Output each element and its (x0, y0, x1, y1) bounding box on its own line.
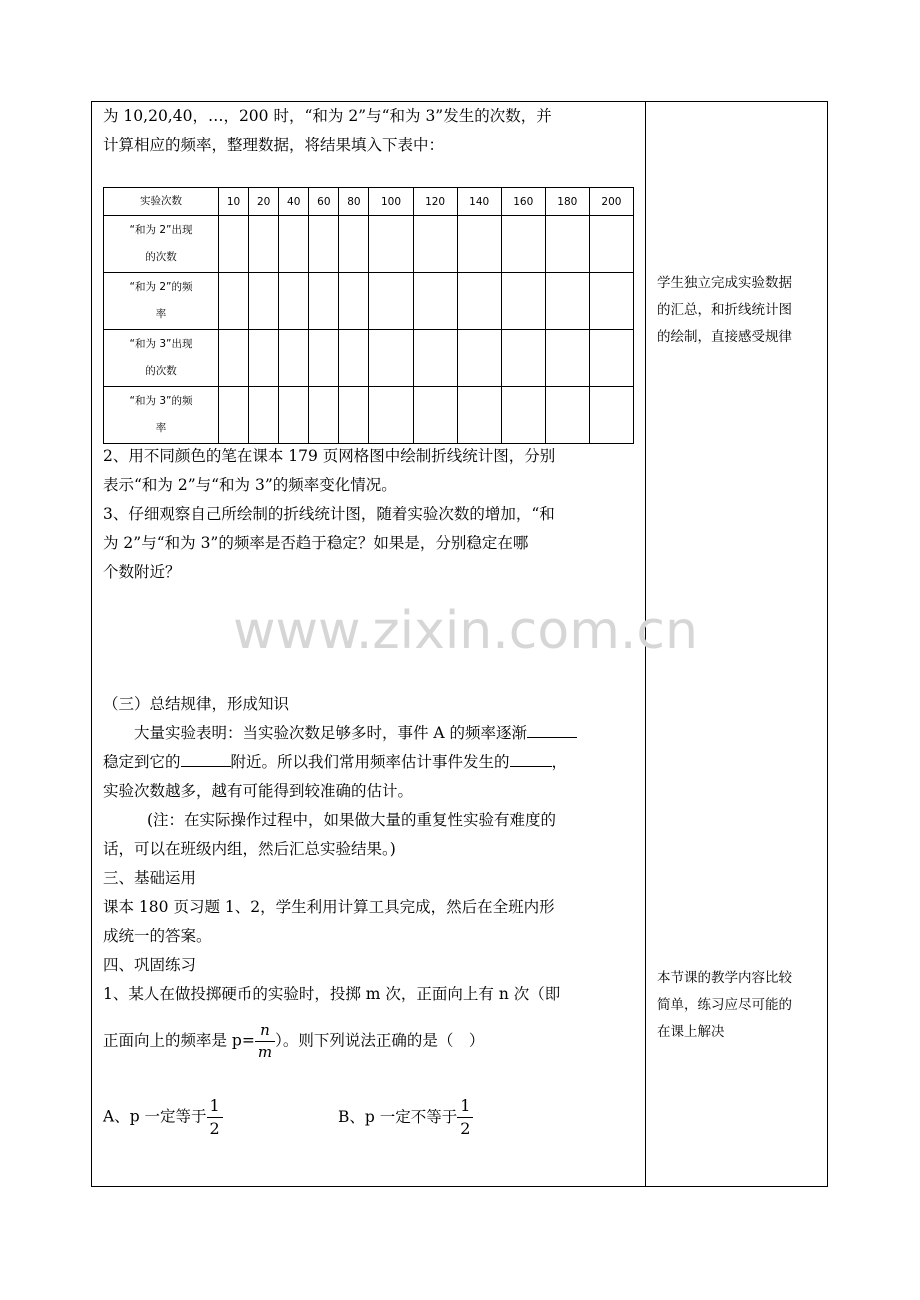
step2-line-1: 2、用不同颜色的笔在课本 179 页网格图中绘制折线统计图，分别 (103, 447, 556, 465)
table-cell[interactable] (369, 216, 413, 273)
table-cell[interactable] (501, 273, 545, 330)
table-cell[interactable] (219, 387, 249, 444)
option-b-denominator: 2 (460, 1119, 471, 1138)
table-cell[interactable] (219, 330, 249, 387)
table-cell[interactable] (413, 273, 457, 330)
table-header-cell: 40 (279, 188, 309, 216)
option-b-numerator: 1 (457, 1095, 473, 1118)
sidebar-note-line: 的汇总，和折线统计图 (657, 302, 792, 318)
table-cell[interactable] (309, 387, 339, 444)
section3-heading: 三、基础运用 (103, 869, 197, 887)
table-header-label: 实验次数 (104, 188, 219, 216)
answer-blank-1[interactable] (527, 719, 577, 738)
table-row-label (104, 216, 219, 273)
table-cell[interactable] (369, 330, 413, 387)
sidebar-note-line: 简单，练习应尽可能的 (657, 997, 792, 1013)
step3-line-2: 为 2”与“和为 3”的频率是否趋于稳定？如果是，分别稳定在哪 (103, 534, 529, 552)
table-cell[interactable] (369, 387, 413, 444)
table-row (104, 216, 634, 273)
summary-line-3: 实验次数越多，越有可能得到较准确的估计。 (103, 782, 414, 800)
step3-line-3: 个数附近？ (103, 563, 181, 581)
table-cell[interactable] (457, 387, 501, 444)
table-row-label (104, 273, 219, 330)
question1-text-b: ）。则下列说法正确的是（ ） (275, 1031, 485, 1050)
table-header-cell: 80 (339, 188, 369, 216)
table-cell[interactable] (369, 273, 413, 330)
summary-line-2-text-c: ， (551, 753, 568, 771)
table-header-cell: 120 (413, 188, 457, 216)
table-cell[interactable] (545, 330, 589, 387)
table-cell[interactable] (309, 330, 339, 387)
table-row (104, 387, 634, 444)
experiment-data-table (103, 187, 634, 444)
table-cell[interactable] (339, 216, 369, 273)
table-header-cell: 160 (501, 188, 545, 216)
sidebar-note-line: 在课上解决 (657, 1024, 725, 1040)
sidebar-note-line: 的绘制，直接感受规律 (657, 329, 792, 345)
summary-note-2: 话，可以在班级内组，然后汇总实验结果。) (103, 840, 396, 858)
section3-line-2: 成统一的答案。 (103, 927, 212, 945)
option-a-fraction (207, 1095, 223, 1140)
options-row (103, 1095, 639, 1140)
table-cell[interactable] (219, 273, 249, 330)
table-row (104, 330, 634, 387)
table-cell[interactable] (309, 273, 339, 330)
table-cell[interactable] (545, 273, 589, 330)
option-b-fraction (457, 1095, 473, 1140)
table-cell[interactable] (249, 273, 279, 330)
table-header-cell: 140 (457, 188, 501, 216)
step3-line-1: 3、仔细观察自己所绘制的折线统计图，随着实验次数的增加，“和 (103, 505, 555, 523)
sidebar-note-1 (657, 270, 822, 351)
row-label-line: “和为 3”的频 (129, 395, 193, 407)
frequency-fraction (255, 1020, 275, 1063)
watermark: www.zixin.com.cn (233, 601, 698, 661)
table-cell[interactable] (249, 216, 279, 273)
table-cell[interactable] (279, 330, 309, 387)
row-label-line: 率 (155, 422, 167, 434)
table-cell[interactable] (501, 330, 545, 387)
table-row-label (104, 387, 219, 444)
row-label-line: “和为 3”出现 (129, 338, 193, 350)
option-b[interactable] (338, 1096, 473, 1138)
answer-blank-3[interactable] (510, 748, 552, 767)
sidebar-note-line: 学生独立完成实验数据 (657, 275, 792, 291)
intro-line-1: 为 10,20,40，…，200 时，“和为 2”与“和为 3”发生的次数，并 (103, 107, 552, 125)
table-cell[interactable] (413, 387, 457, 444)
table-header-cell: 100 (369, 188, 413, 216)
row-label-line: “和为 2”的频 (129, 281, 193, 293)
table-cell[interactable] (339, 330, 369, 387)
table-header-cell: 10 (219, 188, 249, 216)
table-header-cell: 200 (589, 188, 633, 216)
question1-line-2 (103, 1020, 639, 1063)
table-cell[interactable] (545, 387, 589, 444)
table-cell[interactable] (249, 330, 279, 387)
answer-blank-2[interactable] (181, 748, 231, 767)
option-a[interactable] (103, 1095, 338, 1140)
table-row (104, 273, 634, 330)
row-label-line: 的次数 (145, 251, 177, 263)
table-header-row (104, 188, 634, 216)
table-cell[interactable] (589, 387, 633, 444)
table-row-label (104, 330, 219, 387)
table-cell[interactable] (413, 216, 457, 273)
option-a-numerator: 1 (207, 1095, 223, 1118)
row-label-line: 率 (155, 308, 167, 320)
question1-text-a: 正面向上的频率是 p= (103, 1031, 255, 1050)
option-b-text: B、p 一定不等于 (338, 1107, 458, 1126)
table-cell[interactable] (589, 216, 633, 273)
table-cell[interactable] (279, 216, 309, 273)
option-a-denominator: 2 (209, 1119, 220, 1138)
table-header-cell: 60 (309, 188, 339, 216)
table-cell[interactable] (339, 273, 369, 330)
section4-heading: 四、巩固练习 (103, 956, 197, 974)
summary-line-2-text-a: 稳定到它的 (103, 753, 181, 771)
table-cell[interactable] (219, 216, 249, 273)
table-cell[interactable] (339, 387, 369, 444)
table-cell[interactable] (309, 216, 339, 273)
table-cell[interactable] (545, 216, 589, 273)
step2-line-2: 表示“和为 2”与“和为 3”的频率变化情况。 (103, 476, 397, 494)
fraction-denominator: m (257, 1043, 273, 1061)
table-cell[interactable] (457, 330, 501, 387)
sidebar-note-line: 本节课的教学内容比较 (657, 970, 792, 986)
table-cell[interactable] (279, 387, 309, 444)
intro-line-2: 计算相应的频率，整理数据，将结果填入下表中： (103, 136, 445, 154)
table-cell[interactable] (589, 330, 633, 387)
table-header-cell: 20 (249, 188, 279, 216)
table-cell[interactable] (279, 273, 309, 330)
summary-line-1 (103, 719, 663, 748)
row-label-line: “和为 2”出现 (129, 224, 193, 236)
section3-line-1: 课本 180 页习题 1、2，学生利用计算工具完成，然后在全班内形 (103, 898, 555, 916)
summary-line-1-text: 大量实验表明：当实验次数足够多时，事件 A 的频率逐渐 (134, 724, 528, 742)
summary-line-2-text-b: 附近。所以我们常用频率估计事件发生的 (230, 753, 510, 771)
sidebar-note-2 (657, 965, 822, 1046)
option-a-text: A、p 一定等于 (103, 1107, 207, 1126)
table-cell[interactable] (501, 387, 545, 444)
table-cell[interactable] (589, 273, 633, 330)
table-cell[interactable] (457, 216, 501, 273)
summary-note-1: (注：在实际操作过程中，如果做大量的重复性实验有难度的 (147, 811, 557, 829)
summary-heading: （三）总结规律，形成知识 (103, 695, 290, 713)
table-cell[interactable] (501, 216, 545, 273)
table-header-cell: 180 (545, 188, 589, 216)
fraction-numerator: n (255, 1020, 275, 1042)
row-label-line: 的次数 (145, 365, 177, 377)
table-cell[interactable] (249, 387, 279, 444)
table-cell[interactable] (457, 273, 501, 330)
summary-line-2 (103, 748, 663, 777)
table-cell[interactable] (413, 330, 457, 387)
question1-line-1: 1、某人在做投掷硬币的实验时，投掷 m 次，正面向上有 n 次（即 (103, 985, 561, 1003)
